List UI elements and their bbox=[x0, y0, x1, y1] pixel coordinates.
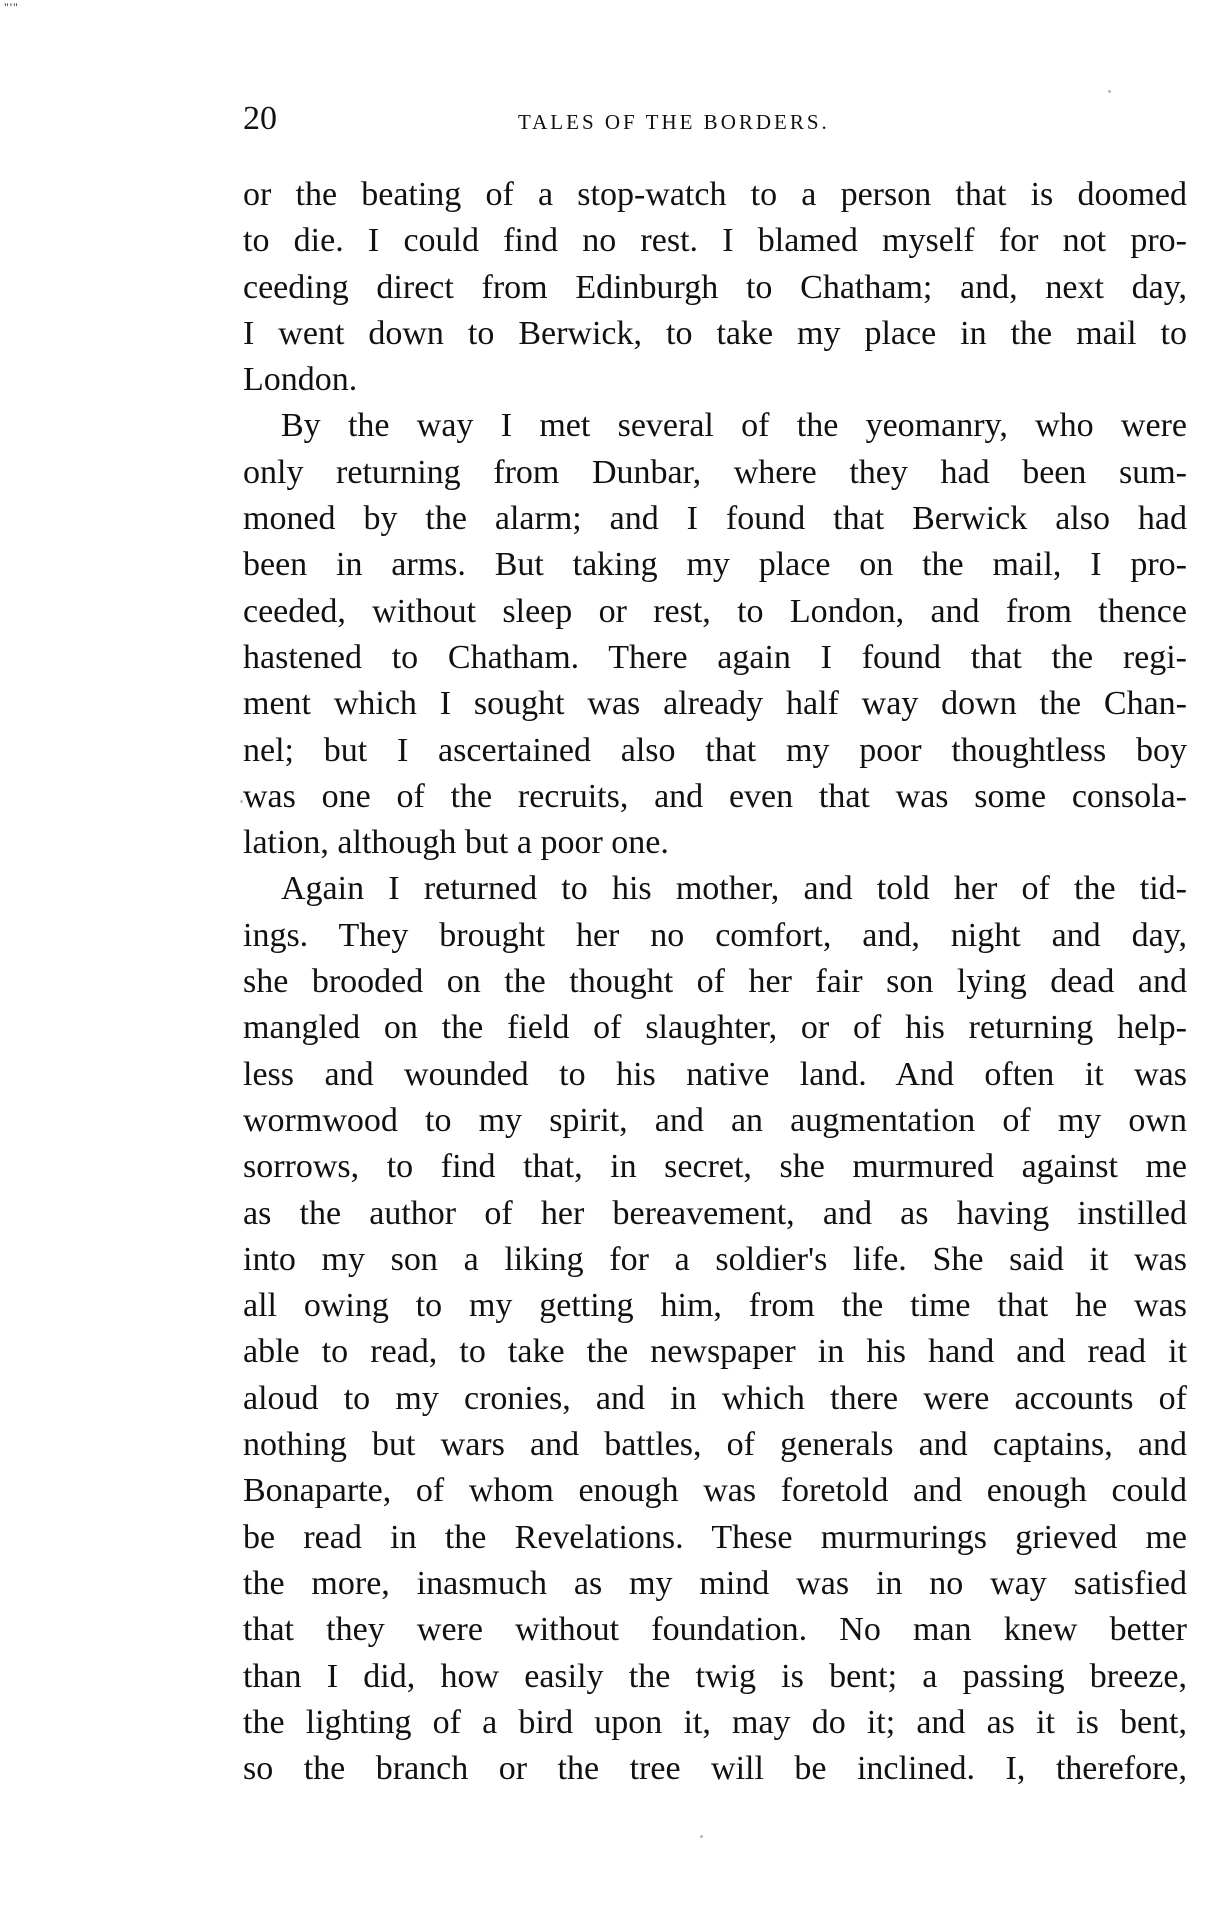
corner-mark: "'" bbox=[4, 0, 19, 14]
text-line: she brooded on the thought of her fair son lying dead and bbox=[243, 963, 1187, 1001]
text-line: London. bbox=[243, 361, 358, 399]
paragraph-start-line: By the way I met several of the yeomanry, who were bbox=[281, 407, 1187, 445]
page-number: 20 bbox=[243, 100, 277, 137]
text-line: the lighting of a bird upon it, may do it; and as it is bent, bbox=[243, 1703, 1187, 1741]
text-line: ceeded, without sleep or rest, to London, and from thence bbox=[243, 592, 1187, 630]
body-text bbox=[243, 172, 1187, 1792]
text-line: be read in the Revelations. These murmurings grieved me bbox=[243, 1518, 1187, 1556]
paragraph-start-line: Again I returned to his mother, and told her of the tid- bbox=[281, 870, 1187, 908]
text-line: ment which I sought was already half way down the Chan- bbox=[243, 685, 1187, 723]
text-line: was one of the recruits, and even that was some consola- bbox=[243, 777, 1187, 815]
text-line: into my son a liking for a soldier's life. She said it was bbox=[243, 1240, 1187, 1278]
text-line: moned by the alarm; and I found that Berwick also had bbox=[243, 500, 1187, 538]
running-title: TALES OF THE BORDERS. bbox=[518, 110, 830, 134]
text-line: wormwood to my spirit, and an augmentation of my own bbox=[243, 1101, 1187, 1139]
text-line: that they were without foundation. No man knew better bbox=[243, 1611, 1187, 1649]
text-line: or the beating of a stop-watch to a person that is doomed bbox=[243, 176, 1187, 213]
text-line: to die. I could find no rest. I blamed myself for not pro- bbox=[243, 222, 1187, 260]
paper-speck bbox=[1108, 90, 1111, 93]
text-line: been in arms. But taking my place on the mail, I pro- bbox=[243, 546, 1187, 584]
text-line: only returning from Dunbar, where they had been sum- bbox=[243, 453, 1187, 491]
paper-speck bbox=[240, 800, 243, 803]
text-line: than I did, how easily the twig is bent; a passing breeze, bbox=[243, 1657, 1187, 1695]
text-line: sorrows, to find that, in secret, she murmured against me bbox=[243, 1148, 1187, 1186]
text-line: so the branch or the tree will be inclined. I, therefore, bbox=[243, 1750, 1187, 1788]
text-line: mangled on the field of slaughter, or of his returning help- bbox=[243, 1009, 1187, 1047]
text-line: less and wounded to his native land. And often it was bbox=[243, 1055, 1187, 1093]
text-line: ceeding direct from Edinburgh to Chatham; and, next day, bbox=[243, 268, 1187, 306]
text-line: hastened to Chatham. There again I found that the regi- bbox=[243, 638, 1187, 676]
text-line: aloud to my cronies, and in which there were accounts of bbox=[243, 1379, 1187, 1417]
paper-speck bbox=[700, 1835, 703, 1838]
text-line: I went down to Berwick, to take my place in the mail to bbox=[243, 314, 1187, 352]
text-line: able to read, to take the newspaper in his hand and read it bbox=[243, 1333, 1187, 1371]
text-line: as the author of her bereavement, and as having instilled bbox=[243, 1194, 1187, 1232]
text-line: Bonaparte, of whom enough was foretold and enough could bbox=[243, 1472, 1187, 1510]
text-line: all owing to my getting him, from the time that he was bbox=[243, 1287, 1187, 1325]
text-line: lation, although but a poor one. bbox=[243, 824, 669, 862]
text-line: ings. They brought her no comfort, and, night and day, bbox=[243, 916, 1187, 954]
text-line: the more, inasmuch as my mind was in no way satisfied bbox=[243, 1564, 1187, 1602]
page-header bbox=[243, 100, 963, 150]
text-line: nothing but wars and battles, of generals and captains, and bbox=[243, 1426, 1187, 1464]
text-line: nel; but I ascertained also that my poor thoughtless boy bbox=[243, 731, 1187, 769]
